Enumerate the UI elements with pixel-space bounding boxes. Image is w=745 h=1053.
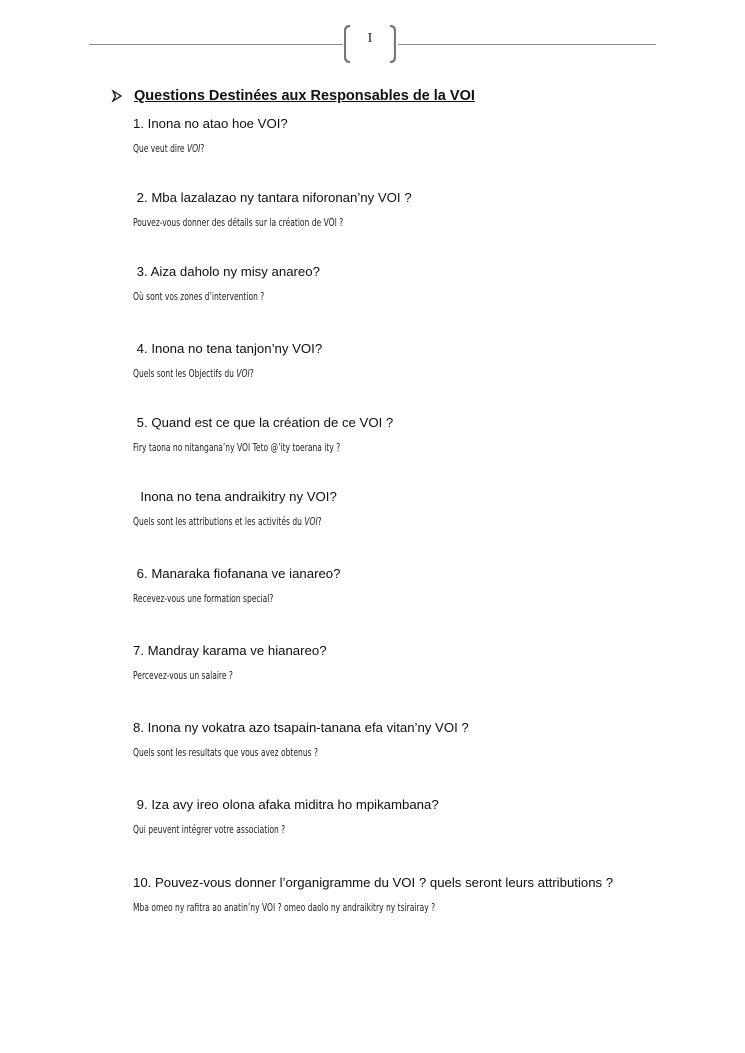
answer-text: Quels sont les resultats que vous avez obtenus ?	[133, 747, 318, 759]
question-text: 9. Iza avy ireo olona afaka miditra ho mpikambana?	[133, 797, 439, 812]
answer-text: Percevez-vous un salaire ?	[133, 670, 233, 682]
qa-item-5	[133, 415, 421, 455]
answer-text: Quels sont les Objectifs du VOI?	[133, 368, 254, 380]
qa-item-8	[133, 643, 327, 683]
answer-text: Où sont vos zones d’intervention ?	[133, 291, 265, 303]
qa-item-10	[133, 797, 439, 837]
section-heading	[110, 88, 475, 104]
question-text: 7. Mandray karama ve hianareo?	[133, 643, 327, 658]
question-text: 1. Inona no atao hoe VOI?	[133, 116, 288, 131]
qa-item-11	[133, 875, 613, 915]
qa-item-3	[133, 264, 320, 304]
answer-text: Recevez-vous une formation special?	[133, 593, 274, 605]
answer-text: Quels sont les attributions et les activités du VOI?	[133, 516, 322, 528]
arrow-bullet-icon	[110, 89, 124, 103]
qa-item-9	[133, 720, 469, 760]
question-text: Inona no tena andraikitry ny VOI?	[133, 489, 337, 504]
question-text: 6. Manaraka fiofanana ve ianareo?	[133, 566, 341, 581]
answer-text: Pouvez-vous donner des détails sur la création de VOI ?	[133, 217, 344, 229]
question-text: 8. Inona ny vokatra azo tsapain-tanana efa vitan’ny VOI ?	[133, 720, 469, 735]
answer-text: Firy taona no nitangana’ny VOI Teto @’ity toerana ity ?	[133, 442, 341, 454]
section-title: Questions Destinées aux Responsables de la VOI	[134, 88, 475, 104]
question-text: 4. Inona no tena tanjon’ny VOI?	[133, 341, 323, 356]
question-text: 10. Pouvez-vous donner l’organigramme du VOI ? quels seront leurs attributions ?	[133, 875, 614, 890]
answer-text: Mba omeo ny rafitra ao anatin’ny VOI ? omeo daolo ny andraikitry ny tsirairay ?	[133, 902, 436, 914]
qa-item-4	[133, 341, 322, 381]
answer-text: Que veut dire VOI?	[133, 143, 205, 155]
header-rule-right	[398, 44, 656, 45]
qa-item-2	[133, 190, 425, 230]
page-number: I	[367, 31, 373, 46]
question-text: 2. Mba lazalazao ny tantara niforonan’ny VOI ?	[133, 190, 412, 205]
question-text: 5. Quand est ce que la création de ce VOI ?	[133, 415, 394, 430]
qa-item-6	[133, 489, 395, 529]
qa-item-7	[133, 566, 340, 606]
qa-item-1	[133, 116, 288, 156]
answer-text: Qui peuvent intégrer votre association ?	[133, 824, 286, 836]
header-rule-left	[89, 44, 343, 45]
question-text: 3. Aiza daholo ny misy anareo?	[133, 264, 320, 279]
